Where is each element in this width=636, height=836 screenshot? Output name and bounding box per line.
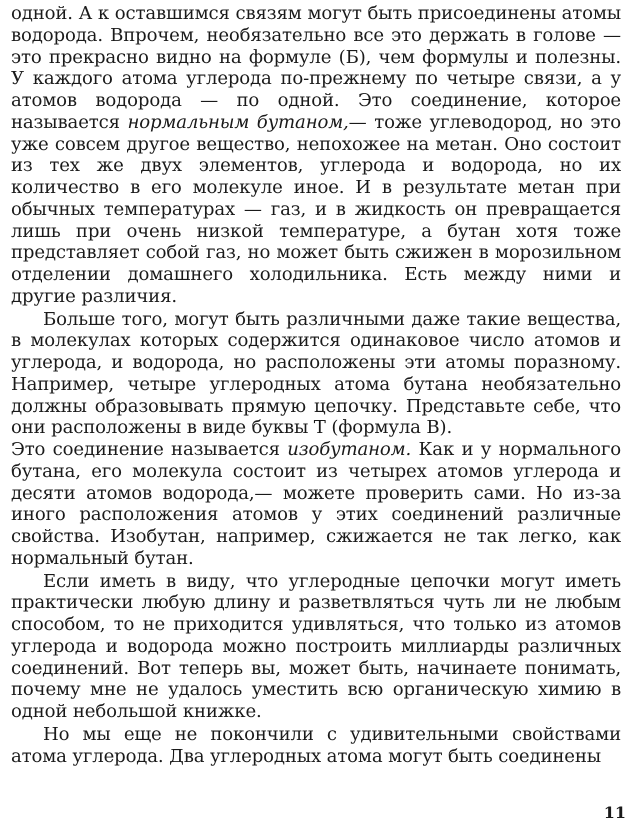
paragraph-3 bbox=[11, 439, 621, 570]
text-segment: Это соединение называется bbox=[11, 439, 288, 460]
text-segment: Но мы еще не покончили с удивительными свойствами атома углерода. Два углеродных атома могут быть соединены bbox=[11, 723, 621, 767]
page-body bbox=[11, 3, 621, 793]
page-number: 11 bbox=[603, 803, 626, 822]
term-normal-butane: нормальным бутаном, bbox=[127, 111, 349, 133]
paragraph-1 bbox=[11, 3, 621, 308]
text-segment: Если иметь в виду, что углеродные цепочки могут иметь практически любую длину и разветвляться чуть ли не любым способом, то не приходится удивляться, что только из атомов углерода и водорода можно построить миллиарды различных соединений. Вот теперь вы, может быть, начинаете понимать, почему мне не удалось уместить всю органическую химию в одной небольшой книжке. bbox=[11, 570, 621, 722]
term-isobutane: изобутаном. bbox=[287, 439, 412, 460]
text-segment: одной. А к оставшимся связям могут быть присоединены атомы водорода. Впрочем, необязательно все это держать в голове — это прекрасно видно на формуле (Б), чем формулы и полезны. У каждого атома углерода по-прежнему по четыре связи, а у атомов водорода — по одной. Это соединение, которое называется bbox=[11, 3, 621, 133]
text-segment: Больше того, могут быть различными даже такие вещества, в молекулах которых содержится одинаковое число атомов и углерода, и водорода, но расположены эти атомы поразному. Например, четыре углеродных атома бутана необязательно должны образовывать прямую цепочку. Представьте себе, что они расположены в виде буквы Т (формула В). bbox=[11, 308, 621, 439]
text-segment: Как и у нормального бутана, его молекула состоит из четырех атомов углерода и десяти атомов водорода,— можете проверить сами. Но из-за иного расположения атомов у этих соединений различные свойства. Изобутан, например, сжижается не так легко, как нормальный бутан. bbox=[11, 439, 621, 569]
paragraph-5 bbox=[11, 724, 621, 768]
paragraph-4 bbox=[11, 571, 621, 723]
text-segment: — тоже углеводород, но это уже совсем другое вещество, непохожее на метан. Оно состоит из тех же двух элементов, углерода и водорода, но их количество в его молекуле иное. И в результате метан при обычных температурах — газ, и в жидкость он превращается лишь при очень низкой температуре, а бутан хотя тоже представляет собой газ, но может быть сжижен в морозильном отделении домашнего холодильника. Есть между ними и другие различия. bbox=[11, 111, 621, 307]
paragraph-2 bbox=[11, 309, 621, 440]
